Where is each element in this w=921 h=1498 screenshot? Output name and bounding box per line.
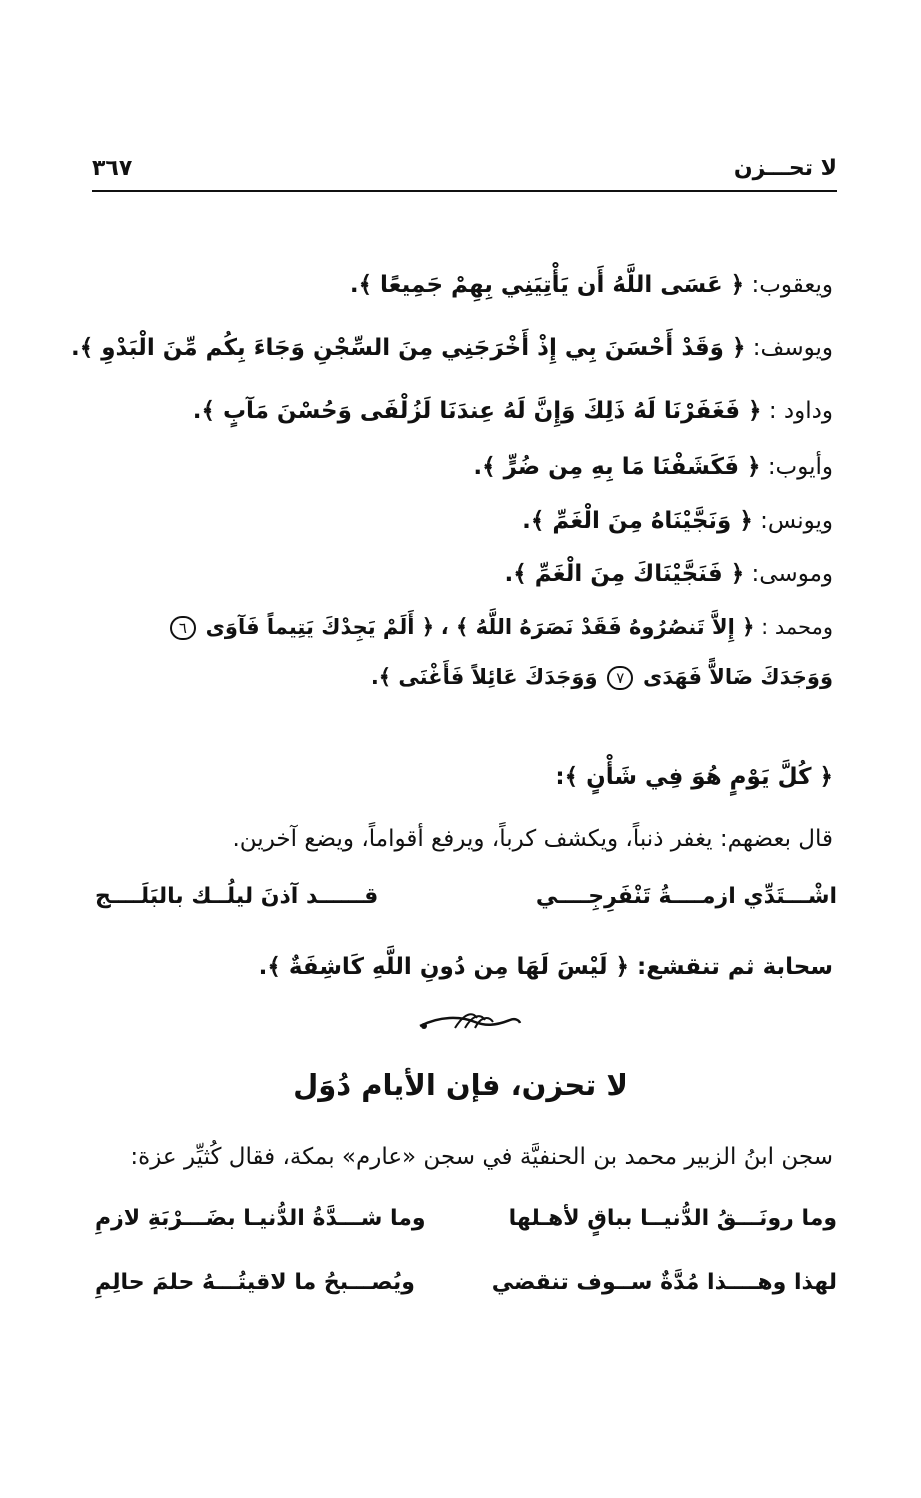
ornament-divider-icon <box>415 1008 525 1034</box>
prophet-name: وأيوب: <box>767 454 833 480</box>
prophet-name: ويونس: <box>760 508 833 534</box>
quran-verse: ﴿ وَقَدْ أَحْسَنَ بِي إِذْ أَخْرَجَنِي مِنَ السِّجْنِ وَجَاءَ بِكُم مِّنَ الْبَدْوِ ﴾. <box>70 335 746 361</box>
section-title: لا تحزن، فإن الأيام دُوَل <box>293 1068 628 1102</box>
poem-second-hemistich: وما شـــدَّةُ الدُّنيـا بضَـــرْبَةِ لازمِ <box>95 1206 426 1231</box>
quran-verse: ﴿ فَغَفَرْنَا لَهُ ذَلِكَ وَإِنَّ لَهُ عِندَنَا لَزُلْفَى وَحُسْنَ مَآبٍ ﴾. <box>192 398 762 424</box>
prophet-line <box>473 452 833 482</box>
muhammad-line-2 <box>371 662 833 692</box>
ayah-number-marker: ٦ <box>170 616 196 640</box>
prophet-name: وداود : <box>768 398 833 424</box>
verse-heading: ﴿ كُلَّ يَوْمٍ هُوَ فِي شَأْنٍ ﴾: <box>555 764 833 790</box>
poem-verse <box>95 1270 837 1304</box>
prophet-name: وموسى: <box>751 561 833 587</box>
quran-verse: ﴿ عَسَى اللَّهُ أَن يَأْتِيَنِي بِهِمْ جَمِيعًا ﴾. <box>349 272 745 298</box>
prophet-line <box>71 333 833 363</box>
poem-first-hemistich: لهذا وهــــذا مُدَّةٌ ســوف تنقضي <box>491 1270 837 1295</box>
quran-verse: ﴿ وَنَجَّيْنَاهُ مِنَ الْغَمِّ ﴾. <box>522 508 753 534</box>
cloud-line <box>259 952 833 982</box>
poem-second-hemistich: ويُصـــبحُ ما لاقيتُـــهُ حلمَ حالِمِ <box>95 1270 415 1295</box>
prophet-line <box>350 270 833 300</box>
muhammad-line-1 <box>167 612 833 642</box>
poem-verse <box>95 1206 837 1240</box>
prophet-line <box>522 506 833 536</box>
quran-verse: ﴿ أَلَمْ يَجِدْكَ يَتِيماً فَآوَى <box>205 615 435 639</box>
quran-verse: ﴿ فَنَجَّيْنَاكَ مِنَ الْغَمِّ ﴾. <box>504 561 745 587</box>
ayah-number-marker: ٧ <box>607 666 633 690</box>
quran-verse: سحابة ثم تنقشع: ﴿ لَيْسَ لَهَا مِن دُونِ اللَّهِ كَاشِفَةٌ ﴾. <box>258 954 833 980</box>
saying-line: قال بعضهم: يغفر ذنباً، ويكشف كرباً، ويرفع أقواماً، ويضع آخرين. <box>232 826 833 852</box>
quran-verse: ﴿ فَكَشَفْنَا مَا بِهِ مِن ضُرٍّ ﴾. <box>473 454 761 480</box>
poem-verse <box>95 884 837 918</box>
running-title: لا تحـــزن <box>733 156 837 181</box>
poem-first-hemistich: وما رونَـــقُ الدُّنيــا بباقٍ لأهـلها <box>508 1206 837 1231</box>
prophet-line <box>193 396 833 426</box>
page-number: ٣٦٧ <box>92 156 133 181</box>
story-line: سجن ابنُ الزبير محمد بن الحنفيَّة في سجن «عارم» بمكة، فقال كُثيِّر عزة: <box>130 1144 833 1170</box>
quran-verse: ﴿ إِلاَّ تَنصُرُوهُ فَقَدْ نَصَرَهُ اللَّهُ ﴾ ، <box>440 615 755 639</box>
poem-first-hemistich: اشْـــتَدِّي ازمــــةُ تَنْفَرِجِــــي <box>535 884 837 909</box>
quran-verse: وَوَجَدَكَ ضَالاًّ فَهَدَى <box>642 665 833 689</box>
poem-second-hemistich: قــــــد آذنَ ليلُــك بالبَلَــــج <box>95 884 379 909</box>
prophet-line <box>504 559 833 589</box>
page-header <box>92 150 837 192</box>
prophet-name: ويوسف: <box>752 335 833 361</box>
prophet-name: ومحمد : <box>761 615 833 639</box>
quran-verse: وَوَجَدَكَ عَائِلاً فَأَغْنَى ﴾. <box>370 665 598 689</box>
prophet-name: ويعقوب: <box>751 272 833 298</box>
